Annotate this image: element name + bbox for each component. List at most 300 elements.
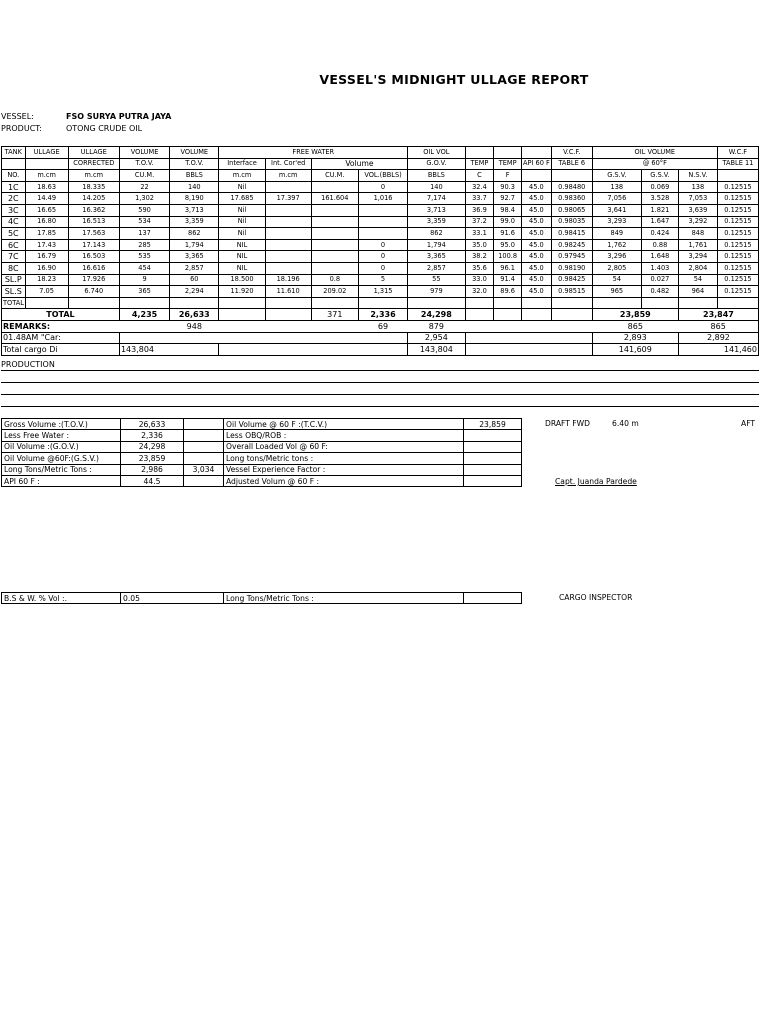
tank-cell-tf: 90.3 <box>494 181 522 193</box>
h-ullage: ULLAGE <box>25 147 68 159</box>
summary-cell-v1: 2,986 <box>121 464 184 475</box>
tank-cell-gsv1: 138 <box>592 181 641 193</box>
totals-fw-bbls: 2,336 <box>358 309 407 321</box>
tank-cell-corr: 16.362 <box>68 204 119 216</box>
tank-cell-nsv: 138 <box>678 181 717 193</box>
summary-row <box>2 430 522 441</box>
summary-cell-v1: 44.5 <box>121 475 184 486</box>
divider-1 <box>1 370 759 371</box>
h-oil-volume: OIL VOLUME <box>592 147 717 159</box>
tank-cell-iface: Nil <box>219 204 265 216</box>
tank-cell-wcf: 0.12515 <box>717 216 758 228</box>
h-c: C <box>465 170 494 182</box>
tank-cell-fwcum <box>311 204 358 216</box>
tank-cell-iface: NIL <box>219 239 265 251</box>
tank-row <box>2 228 759 240</box>
tank-cell-tc: 35.6 <box>465 262 494 274</box>
tank-cell-corr: 17.926 <box>68 274 119 286</box>
tank-cell-gov: 1,794 <box>408 239 465 251</box>
h-at-60f: @ 60°F <box>592 158 717 170</box>
tank-cell-wcf: 0.12515 <box>717 181 758 193</box>
tank-cell-gov: 3,713 <box>408 204 465 216</box>
tank-cell-fwbbls <box>358 228 407 240</box>
tank-cell-fwbbls: 1,016 <box>358 193 407 205</box>
tank-cell-nsv: 2,804 <box>678 262 717 274</box>
tank-cell-wcf: 0.12515 <box>717 204 758 216</box>
h-table6: TABLE 6 <box>551 158 592 170</box>
tank-cell-cum: 590 <box>119 204 169 216</box>
summary-table <box>1 418 522 487</box>
tank-cell-fwbbls <box>358 204 407 216</box>
summary-cell-k: Oil Volume :(G.O.V.) <box>2 441 121 452</box>
car-label: 01.48AM "Car: <box>2 332 120 344</box>
h-no: NO. <box>2 170 26 182</box>
tank-cell-gov: 2,857 <box>408 262 465 274</box>
tank-cell-iface: NIL <box>219 251 265 263</box>
summary-cell-k: Less Free Water : <box>2 430 121 441</box>
tank-cell-cum: 534 <box>119 216 169 228</box>
total-cargo-gsv: 141,609 <box>592 344 678 356</box>
total-cargo-row <box>2 344 759 356</box>
tank-cell-api: 45.0 <box>521 286 551 298</box>
totals-bbls: 26,633 <box>170 309 219 321</box>
tank-cell-gsv1: 965 <box>592 286 641 298</box>
h3-blank-2 <box>551 170 592 182</box>
tank-cell-cum: 137 <box>119 228 169 240</box>
tank-cell-tc: 38.2 <box>465 251 494 263</box>
tank-cell-ullage: 16.79 <box>25 251 68 263</box>
tank-cell-ullage: 17.85 <box>25 228 68 240</box>
tank-cell-intcor: 18.196 <box>265 274 311 286</box>
tank-cell-gov: 979 <box>408 286 465 298</box>
tank-row <box>2 239 759 251</box>
tank-cell-tf: 91.4 <box>494 274 522 286</box>
h-nsv: N.S.V. <box>678 170 717 182</box>
tank-cell-iface: Nil <box>219 228 265 240</box>
tank-row <box>2 274 759 286</box>
summary-row <box>2 475 522 486</box>
tank-cell-cum: 285 <box>119 239 169 251</box>
tank-cell-no: 3C <box>2 204 26 216</box>
bsw-label: B.S & W. % Vol :. <box>2 593 121 604</box>
tank-cell-nsv: 3,294 <box>678 251 717 263</box>
tank-cell-corr: 16.503 <box>68 251 119 263</box>
tank-cell-fwcum: 161.604 <box>311 193 358 205</box>
tank-cell-nsv: 3,292 <box>678 216 717 228</box>
summary-cell-k2: Adjusted Volum @ 60 F : <box>224 475 464 486</box>
tank-cell-iface: Nil <box>219 216 265 228</box>
tank-cell-no: 4C <box>2 216 26 228</box>
total-label-small: TOTAL <box>2 297 26 309</box>
tank-cell-tc: 33.1 <box>465 228 494 240</box>
bsw-table <box>1 592 522 604</box>
draft-label: DRAFT FWD <box>545 419 591 428</box>
header-row-1 <box>2 147 759 159</box>
tank-row <box>2 204 759 216</box>
tank-cell-tf: 91.6 <box>494 228 522 240</box>
h-mcm-4: m.cm <box>265 170 311 182</box>
tank-cell-tc: 32.4 <box>465 181 494 193</box>
tank-cell-gsv2: 0.482 <box>641 286 678 298</box>
tank-cell-cum: 365 <box>119 286 169 298</box>
tank-row <box>2 181 759 193</box>
tank-cell-gov: 55 <box>408 274 465 286</box>
tank-row <box>2 262 759 274</box>
h-fw-volume: Volume <box>311 158 407 170</box>
tank-cell-fwbbls: 0 <box>358 181 407 193</box>
h-table11: TABLE 11 <box>717 158 758 170</box>
summary-cell-k: Long Tons/Metric Tons : <box>2 464 121 475</box>
header-row-2 <box>2 158 759 170</box>
tank-cell-wcf: 0.12515 <box>717 228 758 240</box>
tank-cell-ullage: 16.80 <box>25 216 68 228</box>
tank-cell-corr: 17.563 <box>68 228 119 240</box>
tank-cell-nsv: 7,053 <box>678 193 717 205</box>
bsw-value: 0.05 <box>121 593 224 604</box>
tank-cell-gsv2: 1.648 <box>641 251 678 263</box>
tank-cell-wcf: 0.12515 <box>717 239 758 251</box>
tank-cell-no: SL.S <box>2 286 26 298</box>
tank-cell-intcor: 11.610 <box>265 286 311 298</box>
tank-cell-no: 8C <box>2 262 26 274</box>
tank-cell-gsv1: 7,056 <box>592 193 641 205</box>
tank-cell-no: 7C <box>2 251 26 263</box>
h-temp-f: TEMP <box>494 158 522 170</box>
total-cargo-nsv: 141,460 <box>678 344 758 356</box>
tank-cell-intcor <box>265 262 311 274</box>
h-blank-3 <box>521 147 551 159</box>
tank-row <box>2 251 759 263</box>
summary-cell-v2 <box>184 441 224 452</box>
tank-cell-intcor <box>265 239 311 251</box>
tank-row <box>2 286 759 298</box>
tank-cell-tc: 35.0 <box>465 239 494 251</box>
totals-gov: 24,298 <box>408 309 465 321</box>
tank-cell-corr: 18.335 <box>68 181 119 193</box>
h-temp-c: TEMP <box>465 158 494 170</box>
totals-fw-cum: 371 <box>311 309 358 321</box>
tank-cell-no: 6C <box>2 239 26 251</box>
h-volume-2: VOLUME <box>170 147 219 159</box>
summary-cell-k2: Vessel Experience Factor : <box>224 464 464 475</box>
tank-cell-tc: 33.0 <box>465 274 494 286</box>
totals-nsv: 23,847 <box>678 309 758 321</box>
h-ullage-2: ULLAGE <box>68 147 119 159</box>
tank-cell-api: 45.0 <box>521 181 551 193</box>
h-cum: CU.M. <box>119 170 169 182</box>
h-wcf: W.C.F <box>717 147 758 159</box>
tank-cell-wcf: 0.12515 <box>717 274 758 286</box>
tank-cell-intcor <box>265 204 311 216</box>
car-nsv: 2,892 <box>678 332 758 344</box>
totals-label: TOTAL <box>2 309 120 321</box>
tank-cell-ullage: 7.05 <box>25 286 68 298</box>
tank-cell-wcf: 0.12515 <box>717 193 758 205</box>
h-blank-2 <box>494 147 522 159</box>
total-header-row <box>2 297 759 309</box>
tank-cell-intcor <box>265 228 311 240</box>
tank-cell-vcf: 0.98190 <box>551 262 592 274</box>
tank-cell-nsv: 964 <box>678 286 717 298</box>
tank-cell-ullage: 14.49 <box>25 193 68 205</box>
tank-cell-iface: 18.500 <box>219 274 265 286</box>
summary-cell-v3 <box>464 475 522 486</box>
tank-cell-vcf: 0.98065 <box>551 204 592 216</box>
tank-cell-gsv1: 3,641 <box>592 204 641 216</box>
tank-cell-cum: 9 <box>119 274 169 286</box>
summary-cell-k2: Less OBQ/ROB : <box>224 430 464 441</box>
summary-cell-v2 <box>184 430 224 441</box>
h-gsv-1: G.S.V. <box>592 170 641 182</box>
tank-cell-gsv2: 1.647 <box>641 216 678 228</box>
tank-cell-gsv2: 1.821 <box>641 204 678 216</box>
tank-cell-corr: 16.513 <box>68 216 119 228</box>
tank-cell-cum: 22 <box>119 181 169 193</box>
total-cargo-gov: 143,804 <box>408 344 465 356</box>
summary-cell-v1: 2,336 <box>121 430 184 441</box>
tank-cell-cum: 1,302 <box>119 193 169 205</box>
summary-cell-v3: 23,859 <box>464 419 522 430</box>
h-tov-2: T.O.V. <box>170 158 219 170</box>
tank-row <box>2 193 759 205</box>
tank-cell-tc: 32.0 <box>465 286 494 298</box>
car-row <box>2 332 759 344</box>
h-bbls: BBLS <box>170 170 219 182</box>
tank-cell-tf: 96.1 <box>494 262 522 274</box>
tank-cell-iface: NIL <box>219 262 265 274</box>
h-gov: G.O.V. <box>408 158 465 170</box>
car-gsv: 2,893 <box>592 332 678 344</box>
tank-cell-gsv1: 1,762 <box>592 239 641 251</box>
divider-3 <box>1 394 759 395</box>
tank-cell-no: SL.P <box>2 274 26 286</box>
tank-cell-no: 1C <box>2 181 26 193</box>
tank-cell-ullage: 16.90 <box>25 262 68 274</box>
tank-cell-bbls: 1,794 <box>170 239 219 251</box>
tank-cell-iface: Nil <box>219 181 265 193</box>
tank-cell-api: 45.0 <box>521 262 551 274</box>
divider-2 <box>1 382 759 383</box>
tank-cell-tf: 89.6 <box>494 286 522 298</box>
tank-cell-tf: 95.0 <box>494 239 522 251</box>
h-mcm-3: m.cm <box>219 170 265 182</box>
tank-cell-vcf: 0.98245 <box>551 239 592 251</box>
tank-cell-intcor: 17.397 <box>265 193 311 205</box>
summary-row <box>2 441 522 452</box>
tank-cell-fwcum: 0.8 <box>311 274 358 286</box>
draft-value: 6.40 m <box>612 419 639 428</box>
tank-cell-cum: 454 <box>119 262 169 274</box>
tank-cell-gov: 3,365 <box>408 251 465 263</box>
totals-row <box>2 309 759 321</box>
tank-cell-vcf: 0.98480 <box>551 181 592 193</box>
report-title: VESSEL'S MIDNIGHT ULLAGE REPORT <box>319 72 589 87</box>
summary-cell-v2 <box>184 453 224 464</box>
h-gov-bbls: BBLS <box>408 170 465 182</box>
tank-cell-gov: 7,174 <box>408 193 465 205</box>
tank-cell-api: 45.0 <box>521 251 551 263</box>
tank-cell-nsv: 848 <box>678 228 717 240</box>
product-label: PRODUCT: <box>1 124 42 133</box>
summary-cell-k: Oil Volume @60F:(G.S.V.) <box>2 453 121 464</box>
tank-cell-gsv1: 3,293 <box>592 216 641 228</box>
tank-cell-bbls: 60 <box>170 274 219 286</box>
h-vcf: V.C.F. <box>551 147 592 159</box>
tank-cell-wcf: 0.12515 <box>717 251 758 263</box>
summary-cell-v1: 26,633 <box>121 419 184 430</box>
summary-cell-v3 <box>464 453 522 464</box>
h2-blank-1 <box>2 158 26 170</box>
totals-gsv: 23,859 <box>592 309 678 321</box>
tank-row <box>2 216 759 228</box>
summary-cell-v3 <box>464 464 522 475</box>
remarks-label: REMARKS: <box>2 320 69 332</box>
cargo-inspector-label: CARGO INSPECTOR <box>559 593 633 602</box>
summary-row <box>2 419 522 430</box>
tank-cell-ullage: 18.63 <box>25 181 68 193</box>
tank-cell-fwcum <box>311 216 358 228</box>
summary-cell-k2: Oil Volume @ 60 F :(T.C.V.) <box>224 419 464 430</box>
summary-row <box>2 453 522 464</box>
tank-cell-fwbbls: 0 <box>358 239 407 251</box>
tank-cell-gsv2: 0.027 <box>641 274 678 286</box>
tank-cell-api: 45.0 <box>521 204 551 216</box>
vessel-label: VESSEL: <box>1 112 34 121</box>
tank-cell-tf: 99.0 <box>494 216 522 228</box>
h-fw-cum: CU.M. <box>311 170 358 182</box>
h-int-cored: Int. Cor'ed <box>265 158 311 170</box>
tank-cell-bbls: 3,713 <box>170 204 219 216</box>
bsw-long-tons-value <box>464 593 522 604</box>
total-cargo-bbls: 143,804 <box>119 344 218 356</box>
car-gov: 2,954 <box>408 332 465 344</box>
summary-cell-k2: Long tons/Metric tons : <box>224 453 464 464</box>
tank-cell-ullage: 17.43 <box>25 239 68 251</box>
ullage-table <box>1 146 759 356</box>
h-f: F <box>494 170 522 182</box>
tank-cell-tf: 100.8 <box>494 251 522 263</box>
tank-cell-api: 45.0 <box>521 228 551 240</box>
remarks-bbls: 948 <box>170 320 219 332</box>
summary-cell-k2: Overall Loaded Vol @ 60 F: <box>224 441 464 452</box>
tank-cell-bbls: 3,365 <box>170 251 219 263</box>
tank-cell-fwcum <box>311 262 358 274</box>
tank-cell-bbls: 8,190 <box>170 193 219 205</box>
tank-cell-gov: 862 <box>408 228 465 240</box>
total-cargo-label: Total cargo Di <box>2 344 120 356</box>
tank-cell-corr: 16.616 <box>68 262 119 274</box>
tank-cell-fwbbls: 1,315 <box>358 286 407 298</box>
tank-cell-fwbbls <box>358 216 407 228</box>
tank-cell-bbls: 2,294 <box>170 286 219 298</box>
remarks-fw-bbls: 69 <box>358 320 407 332</box>
tank-cell-gsv2: 3.528 <box>641 193 678 205</box>
tank-rows <box>2 181 759 297</box>
tank-cell-wcf: 0.12515 <box>717 286 758 298</box>
summary-cell-v2 <box>184 475 224 486</box>
h3-blank-1 <box>521 170 551 182</box>
tank-cell-bbls: 3,359 <box>170 216 219 228</box>
tank-cell-gsv2: 0.88 <box>641 239 678 251</box>
h-free-water: FREE WATER <box>219 147 408 159</box>
tank-cell-corr: 17.143 <box>68 239 119 251</box>
remarks-row <box>2 320 759 332</box>
summary-cell-k: Gross Volume :(T.O.V.) <box>2 419 121 430</box>
tank-cell-nsv: 1,761 <box>678 239 717 251</box>
summary-cell-v3 <box>464 441 522 452</box>
h-blank-1 <box>465 147 494 159</box>
tank-cell-ullage: 16.65 <box>25 204 68 216</box>
captain-name: Capt. Juanda Pardede <box>555 477 637 486</box>
tank-cell-fwbbls: 0 <box>358 251 407 263</box>
summary-cell-v1: 23,859 <box>121 453 184 464</box>
header-row-3 <box>2 170 759 182</box>
tank-cell-vcf: 0.98515 <box>551 286 592 298</box>
tank-cell-gsv2: 0.424 <box>641 228 678 240</box>
production-label: PRODUCTION <box>1 360 55 369</box>
remarks-gsv: 865 <box>592 320 678 332</box>
tank-cell-tc: 33.7 <box>465 193 494 205</box>
summary-cell-v2: 3,034 <box>184 464 224 475</box>
h-mcm-2: m.cm <box>68 170 119 182</box>
h-api: API 60 F <box>521 158 551 170</box>
draft-aft-label: AFT <box>741 419 756 428</box>
h-mcm-1: m.cm <box>25 170 68 182</box>
tank-cell-gov: 140 <box>408 181 465 193</box>
h-tank: TANK <box>2 147 26 159</box>
tank-cell-gsv1: 3,296 <box>592 251 641 263</box>
vessel-value: FSO SURYA PUTRA JAYA <box>66 112 172 121</box>
tank-cell-tf: 92.7 <box>494 193 522 205</box>
summary-cell-v3 <box>464 430 522 441</box>
h-tov-1: T.O.V. <box>119 158 169 170</box>
tank-cell-bbls: 2,857 <box>170 262 219 274</box>
tank-cell-fwcum <box>311 228 358 240</box>
totals-cum: 4,235 <box>119 309 169 321</box>
remarks-nsv: 865 <box>678 320 758 332</box>
bsw-long-tons-label: Long Tons/Metric Tons : <box>224 593 464 604</box>
tank-cell-corr: 6.740 <box>68 286 119 298</box>
summary-cell-v1: 24,298 <box>121 441 184 452</box>
tank-cell-vcf: 0.98415 <box>551 228 592 240</box>
tank-cell-vcf: 0.98360 <box>551 193 592 205</box>
tank-cell-cum: 535 <box>119 251 169 263</box>
tank-cell-fwcum <box>311 251 358 263</box>
tank-cell-api: 45.0 <box>521 274 551 286</box>
tank-cell-gsv2: 0.069 <box>641 181 678 193</box>
tank-cell-iface: 11.920 <box>219 286 265 298</box>
tank-cell-fwbbls: 0 <box>358 262 407 274</box>
tank-cell-fwcum <box>311 181 358 193</box>
tank-cell-bbls: 140 <box>170 181 219 193</box>
tank-cell-fwbbls: 5 <box>358 274 407 286</box>
tank-cell-nsv: 3,639 <box>678 204 717 216</box>
remarks-gov: 879 <box>408 320 465 332</box>
tank-cell-api: 45.0 <box>521 239 551 251</box>
h-oil-vol: OIL VOL <box>408 147 465 159</box>
tank-cell-gov: 3,359 <box>408 216 465 228</box>
tank-cell-api: 45.0 <box>521 216 551 228</box>
tank-cell-tc: 37.2 <box>465 216 494 228</box>
divider-4 <box>1 406 759 407</box>
bsw-row <box>2 593 522 604</box>
tank-cell-gsv2: 1.403 <box>641 262 678 274</box>
h-corrected: CORRECTED <box>68 158 119 170</box>
tank-cell-gsv1: 54 <box>592 274 641 286</box>
tank-cell-vcf: 0.98035 <box>551 216 592 228</box>
tank-cell-fwcum: 209.02 <box>311 286 358 298</box>
summary-row <box>2 464 522 475</box>
